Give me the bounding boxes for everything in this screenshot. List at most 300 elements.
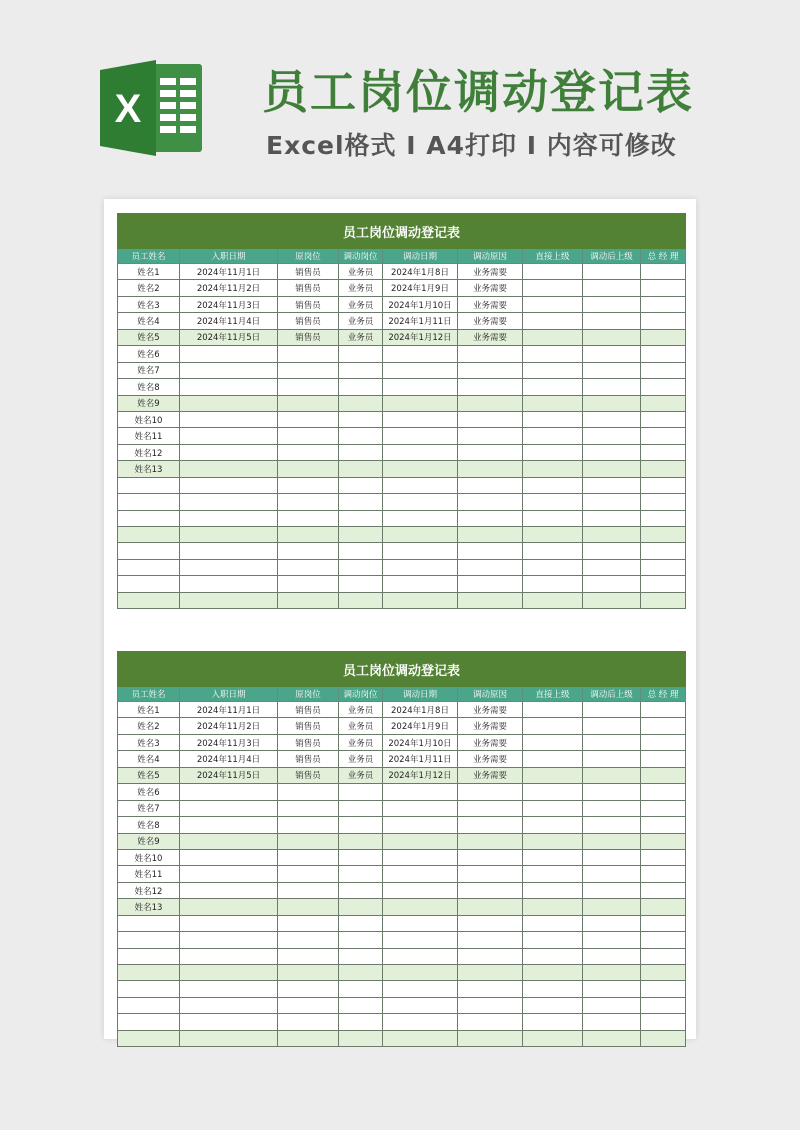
table-cell[interactable] — [583, 379, 641, 395]
table-cell[interactable]: 业务员 — [339, 280, 383, 296]
table-cell[interactable]: 销售员 — [278, 313, 339, 329]
table-cell[interactable] — [523, 264, 583, 280]
table-cell[interactable] — [339, 379, 383, 395]
table-cell[interactable] — [383, 800, 458, 816]
table-cell[interactable] — [583, 280, 641, 296]
table-cell[interactable] — [523, 362, 583, 378]
table-cell[interactable] — [458, 948, 523, 964]
table-cell[interactable] — [180, 510, 278, 526]
table-cell[interactable]: 销售员 — [278, 702, 339, 718]
table-cell[interactable] — [583, 932, 641, 948]
table-cell[interactable] — [180, 817, 278, 833]
table-cell[interactable] — [523, 444, 583, 460]
table-cell[interactable] — [523, 280, 583, 296]
table-cell[interactable]: 姓名13 — [118, 899, 180, 915]
table-cell[interactable] — [278, 817, 339, 833]
table-cell[interactable]: 2024年11月2日 — [180, 718, 278, 734]
table-cell[interactable] — [339, 882, 383, 898]
table-cell[interactable] — [339, 817, 383, 833]
table-cell[interactable] — [523, 882, 583, 898]
table-cell[interactable] — [118, 543, 180, 559]
table-cell[interactable] — [278, 527, 339, 543]
table-cell[interactable] — [641, 329, 686, 345]
table-cell[interactable]: 销售员 — [278, 329, 339, 345]
table-cell[interactable] — [278, 346, 339, 362]
table-cell[interactable] — [523, 1030, 583, 1046]
table-cell[interactable] — [383, 932, 458, 948]
table-cell[interactable] — [583, 915, 641, 931]
table-cell[interactable] — [383, 461, 458, 477]
table-cell[interactable] — [180, 461, 278, 477]
table-cell[interactable] — [641, 932, 686, 948]
table-cell[interactable] — [278, 882, 339, 898]
table-cell[interactable] — [278, 784, 339, 800]
table-cell[interactable] — [458, 817, 523, 833]
table-cell[interactable] — [180, 428, 278, 444]
table-cell[interactable] — [339, 899, 383, 915]
table-cell[interactable] — [523, 849, 583, 865]
table-cell[interactable] — [180, 559, 278, 575]
table-cell[interactable] — [583, 477, 641, 493]
table-cell[interactable] — [180, 866, 278, 882]
table-cell[interactable] — [641, 849, 686, 865]
table-cell[interactable] — [383, 833, 458, 849]
table-cell[interactable] — [383, 981, 458, 997]
table-cell[interactable] — [458, 965, 523, 981]
table-cell[interactable] — [523, 379, 583, 395]
table-cell[interactable]: 2024年1月10日 — [383, 734, 458, 750]
table-cell[interactable] — [583, 833, 641, 849]
table-cell[interactable] — [278, 915, 339, 931]
table-cell[interactable]: 2024年1月12日 — [383, 767, 458, 783]
table-cell[interactable] — [180, 1030, 278, 1046]
table-cell[interactable] — [641, 379, 686, 395]
table-cell[interactable] — [180, 494, 278, 510]
table-cell[interactable] — [180, 592, 278, 608]
table-cell[interactable] — [523, 395, 583, 411]
table-cell[interactable] — [523, 428, 583, 444]
table-cell[interactable]: 销售员 — [278, 767, 339, 783]
table-cell[interactable] — [583, 1014, 641, 1030]
table-cell[interactable] — [339, 543, 383, 559]
table-cell[interactable]: 业务需要 — [458, 718, 523, 734]
table-cell[interactable] — [339, 915, 383, 931]
table-cell[interactable] — [523, 494, 583, 510]
table-cell[interactable] — [583, 592, 641, 608]
table-cell[interactable] — [180, 948, 278, 964]
table-cell[interactable] — [583, 981, 641, 997]
table-cell[interactable] — [641, 751, 686, 767]
table-cell[interactable] — [583, 718, 641, 734]
table-cell[interactable] — [118, 494, 180, 510]
table-cell[interactable]: 业务需要 — [458, 296, 523, 312]
table-cell[interactable] — [641, 428, 686, 444]
table-cell[interactable] — [383, 882, 458, 898]
table-cell[interactable] — [383, 527, 458, 543]
table-cell[interactable]: 姓名10 — [118, 411, 180, 427]
table-cell[interactable] — [583, 510, 641, 526]
table-cell[interactable] — [523, 784, 583, 800]
table-cell[interactable]: 业务员 — [339, 313, 383, 329]
table-cell[interactable]: 姓名5 — [118, 767, 180, 783]
table-cell[interactable] — [339, 346, 383, 362]
table-cell[interactable] — [458, 866, 523, 882]
table-cell[interactable] — [583, 346, 641, 362]
table-cell[interactable] — [458, 411, 523, 427]
table-cell[interactable] — [523, 510, 583, 526]
table-cell[interactable] — [583, 296, 641, 312]
table-cell[interactable] — [180, 981, 278, 997]
table-cell[interactable] — [180, 444, 278, 460]
table-cell[interactable] — [641, 296, 686, 312]
table-cell[interactable] — [118, 997, 180, 1013]
table-cell[interactable]: 业务员 — [339, 264, 383, 280]
table-cell[interactable] — [118, 948, 180, 964]
table-cell[interactable] — [278, 1030, 339, 1046]
table-cell[interactable]: 2024年1月9日 — [383, 280, 458, 296]
table-cell[interactable] — [339, 461, 383, 477]
table-cell[interactable] — [383, 362, 458, 378]
table-cell[interactable]: 2024年1月12日 — [383, 329, 458, 345]
table-cell[interactable] — [458, 477, 523, 493]
table-cell[interactable]: 姓名11 — [118, 428, 180, 444]
table-cell[interactable]: 姓名8 — [118, 379, 180, 395]
table-cell[interactable] — [583, 395, 641, 411]
table-cell[interactable]: 2024年1月9日 — [383, 718, 458, 734]
table-cell[interactable]: 销售员 — [278, 734, 339, 750]
table-cell[interactable]: 姓名12 — [118, 882, 180, 898]
table-cell[interactable] — [278, 981, 339, 997]
table-cell[interactable] — [339, 576, 383, 592]
table-cell[interactable] — [523, 734, 583, 750]
table-cell[interactable] — [641, 767, 686, 783]
table-cell[interactable] — [339, 784, 383, 800]
table-cell[interactable] — [278, 576, 339, 592]
table-cell[interactable] — [383, 494, 458, 510]
table-cell[interactable] — [458, 444, 523, 460]
table-cell[interactable] — [458, 379, 523, 395]
table-cell[interactable] — [523, 948, 583, 964]
table-cell[interactable]: 业务员 — [339, 751, 383, 767]
table-cell[interactable] — [339, 833, 383, 849]
table-cell[interactable]: 2024年1月10日 — [383, 296, 458, 312]
table-cell[interactable] — [523, 527, 583, 543]
table-cell[interactable] — [383, 1030, 458, 1046]
table-cell[interactable] — [383, 379, 458, 395]
table-cell[interactable] — [180, 576, 278, 592]
table-cell[interactable]: 姓名12 — [118, 444, 180, 460]
table-cell[interactable] — [180, 932, 278, 948]
table-cell[interactable] — [583, 702, 641, 718]
table-cell[interactable] — [583, 428, 641, 444]
table-cell[interactable] — [180, 362, 278, 378]
table-cell[interactable] — [180, 833, 278, 849]
table-cell[interactable] — [458, 527, 523, 543]
table-cell[interactable] — [641, 576, 686, 592]
table-cell[interactable] — [583, 997, 641, 1013]
table-cell[interactable] — [641, 313, 686, 329]
table-cell[interactable] — [180, 849, 278, 865]
table-cell[interactable] — [118, 1030, 180, 1046]
table-cell[interactable] — [118, 576, 180, 592]
table-cell[interactable] — [641, 510, 686, 526]
table-cell[interactable] — [458, 1014, 523, 1030]
table-cell[interactable] — [583, 849, 641, 865]
table-cell[interactable] — [523, 559, 583, 575]
table-cell[interactable] — [641, 734, 686, 750]
table-cell[interactable] — [180, 784, 278, 800]
table-cell[interactable] — [339, 866, 383, 882]
table-cell[interactable] — [641, 362, 686, 378]
table-cell[interactable] — [583, 576, 641, 592]
table-cell[interactable] — [339, 1030, 383, 1046]
table-cell[interactable]: 销售员 — [278, 264, 339, 280]
table-cell[interactable] — [458, 899, 523, 915]
table-cell[interactable] — [278, 800, 339, 816]
table-cell[interactable] — [339, 800, 383, 816]
table-cell[interactable] — [641, 981, 686, 997]
table-cell[interactable] — [383, 866, 458, 882]
table-cell[interactable] — [641, 395, 686, 411]
table-cell[interactable] — [278, 948, 339, 964]
table-cell[interactable]: 2024年11月2日 — [180, 280, 278, 296]
table-cell[interactable]: 姓名6 — [118, 346, 180, 362]
table-cell[interactable] — [523, 915, 583, 931]
table-cell[interactable] — [383, 543, 458, 559]
table-cell[interactable] — [641, 784, 686, 800]
table-cell[interactable] — [523, 411, 583, 427]
table-cell[interactable] — [523, 461, 583, 477]
table-cell[interactable]: 业务需要 — [458, 767, 523, 783]
table-cell[interactable] — [641, 559, 686, 575]
table-cell[interactable] — [383, 915, 458, 931]
table-cell[interactable] — [523, 767, 583, 783]
table-cell[interactable] — [278, 461, 339, 477]
table-cell[interactable] — [180, 395, 278, 411]
table-cell[interactable] — [383, 510, 458, 526]
table-cell[interactable]: 姓名6 — [118, 784, 180, 800]
table-cell[interactable]: 销售员 — [278, 718, 339, 734]
table-cell[interactable] — [180, 543, 278, 559]
table-cell[interactable] — [458, 800, 523, 816]
table-cell[interactable] — [458, 428, 523, 444]
table-cell[interactable] — [523, 592, 583, 608]
table-cell[interactable] — [583, 559, 641, 575]
table-cell[interactable] — [523, 981, 583, 997]
table-cell[interactable] — [383, 817, 458, 833]
table-cell[interactable]: 业务员 — [339, 718, 383, 734]
table-cell[interactable]: 2024年1月8日 — [383, 702, 458, 718]
table-cell[interactable] — [523, 329, 583, 345]
table-cell[interactable] — [278, 477, 339, 493]
table-cell[interactable] — [383, 965, 458, 981]
table-cell[interactable]: 姓名4 — [118, 751, 180, 767]
table-cell[interactable] — [583, 1030, 641, 1046]
table-cell[interactable]: 业务需要 — [458, 751, 523, 767]
table-cell[interactable]: 业务需要 — [458, 702, 523, 718]
table-cell[interactable] — [583, 817, 641, 833]
table-cell[interactable]: 姓名3 — [118, 734, 180, 750]
table-cell[interactable] — [458, 932, 523, 948]
table-cell[interactable] — [523, 800, 583, 816]
table-cell[interactable] — [118, 559, 180, 575]
table-cell[interactable]: 2024年11月1日 — [180, 264, 278, 280]
table-cell[interactable] — [383, 411, 458, 427]
table-cell[interactable] — [383, 576, 458, 592]
table-cell[interactable] — [641, 494, 686, 510]
table-cell[interactable] — [383, 477, 458, 493]
table-cell[interactable] — [583, 784, 641, 800]
table-cell[interactable] — [458, 461, 523, 477]
table-cell[interactable] — [339, 527, 383, 543]
table-cell[interactable] — [523, 718, 583, 734]
table-cell[interactable] — [339, 494, 383, 510]
table-cell[interactable] — [118, 592, 180, 608]
table-cell[interactable] — [278, 362, 339, 378]
table-cell[interactable] — [641, 948, 686, 964]
table-cell[interactable] — [458, 559, 523, 575]
table-cell[interactable] — [641, 461, 686, 477]
table-cell[interactable] — [458, 592, 523, 608]
table-cell[interactable] — [641, 264, 686, 280]
table-cell[interactable] — [458, 981, 523, 997]
table-cell[interactable] — [641, 280, 686, 296]
table-cell[interactable] — [583, 751, 641, 767]
table-cell[interactable] — [180, 882, 278, 898]
table-cell[interactable]: 销售员 — [278, 280, 339, 296]
table-cell[interactable] — [278, 411, 339, 427]
table-cell[interactable] — [383, 997, 458, 1013]
table-cell[interactable]: 2024年11月3日 — [180, 296, 278, 312]
table-cell[interactable] — [523, 997, 583, 1013]
table-cell[interactable] — [278, 997, 339, 1013]
table-cell[interactable] — [523, 477, 583, 493]
table-cell[interactable] — [458, 346, 523, 362]
table-cell[interactable]: 姓名1 — [118, 264, 180, 280]
table-cell[interactable]: 姓名8 — [118, 817, 180, 833]
table-cell[interactable] — [278, 932, 339, 948]
table-cell[interactable] — [458, 543, 523, 559]
table-cell[interactable] — [641, 702, 686, 718]
table-cell[interactable] — [641, 1030, 686, 1046]
table-cell[interactable] — [641, 882, 686, 898]
table-cell[interactable] — [523, 702, 583, 718]
table-cell[interactable] — [118, 1014, 180, 1030]
table-cell[interactable] — [278, 395, 339, 411]
table-cell[interactable] — [180, 965, 278, 981]
table-cell[interactable] — [339, 981, 383, 997]
table-cell[interactable] — [641, 997, 686, 1013]
table-cell[interactable]: 姓名7 — [118, 362, 180, 378]
table-cell[interactable] — [180, 379, 278, 395]
table-cell[interactable] — [180, 411, 278, 427]
table-cell[interactable] — [383, 784, 458, 800]
table-cell[interactable]: 业务员 — [339, 767, 383, 783]
table-cell[interactable]: 2024年11月4日 — [180, 313, 278, 329]
table-cell[interactable] — [118, 965, 180, 981]
table-cell[interactable] — [641, 411, 686, 427]
table-cell[interactable] — [339, 411, 383, 427]
table-cell[interactable] — [523, 751, 583, 767]
table-cell[interactable] — [523, 965, 583, 981]
table-cell[interactable] — [339, 948, 383, 964]
table-cell[interactable]: 2024年11月5日 — [180, 767, 278, 783]
table-cell[interactable] — [278, 428, 339, 444]
table-cell[interactable]: 业务需要 — [458, 734, 523, 750]
table-cell[interactable]: 销售员 — [278, 751, 339, 767]
table-cell[interactable] — [583, 882, 641, 898]
table-cell[interactable] — [523, 296, 583, 312]
table-cell[interactable] — [278, 965, 339, 981]
table-cell[interactable] — [278, 899, 339, 915]
table-cell[interactable] — [641, 899, 686, 915]
table-cell[interactable] — [278, 379, 339, 395]
table-cell[interactable] — [641, 346, 686, 362]
table-cell[interactable]: 姓名1 — [118, 702, 180, 718]
table-cell[interactable] — [641, 718, 686, 734]
table-cell[interactable] — [180, 997, 278, 1013]
table-cell[interactable] — [278, 866, 339, 882]
table-cell[interactable] — [583, 527, 641, 543]
table-cell[interactable]: 2024年11月3日 — [180, 734, 278, 750]
table-cell[interactable] — [583, 734, 641, 750]
table-cell[interactable] — [339, 849, 383, 865]
table-cell[interactable]: 2024年1月11日 — [383, 751, 458, 767]
table-cell[interactable] — [641, 477, 686, 493]
table-cell[interactable] — [583, 313, 641, 329]
table-cell[interactable] — [583, 494, 641, 510]
table-cell[interactable] — [383, 346, 458, 362]
table-cell[interactable]: 2024年11月5日 — [180, 329, 278, 345]
table-cell[interactable] — [583, 948, 641, 964]
table-cell[interactable] — [383, 1014, 458, 1030]
table-cell[interactable] — [641, 444, 686, 460]
table-cell[interactable] — [278, 833, 339, 849]
table-cell[interactable] — [180, 915, 278, 931]
table-cell[interactable] — [339, 362, 383, 378]
table-cell[interactable] — [278, 592, 339, 608]
table-cell[interactable] — [339, 428, 383, 444]
table-cell[interactable] — [641, 527, 686, 543]
table-cell[interactable] — [383, 444, 458, 460]
table-cell[interactable] — [641, 915, 686, 931]
table-cell[interactable] — [118, 477, 180, 493]
table-cell[interactable] — [583, 866, 641, 882]
table-cell[interactable]: 2024年1月8日 — [383, 264, 458, 280]
table-cell[interactable] — [383, 559, 458, 575]
table-cell[interactable] — [278, 494, 339, 510]
table-cell[interactable]: 业务员 — [339, 296, 383, 312]
table-cell[interactable] — [118, 981, 180, 997]
table-cell[interactable] — [458, 395, 523, 411]
table-cell[interactable] — [458, 882, 523, 898]
table-cell[interactable] — [383, 899, 458, 915]
table-cell[interactable] — [278, 543, 339, 559]
table-cell[interactable] — [523, 932, 583, 948]
table-cell[interactable] — [458, 849, 523, 865]
table-cell[interactable]: 姓名2 — [118, 280, 180, 296]
table-cell[interactable] — [339, 477, 383, 493]
table-cell[interactable] — [641, 965, 686, 981]
table-cell[interactable] — [278, 1014, 339, 1030]
table-cell[interactable]: 销售员 — [278, 296, 339, 312]
table-cell[interactable] — [641, 592, 686, 608]
table-cell[interactable]: 姓名5 — [118, 329, 180, 345]
table-cell[interactable] — [339, 510, 383, 526]
table-cell[interactable] — [339, 592, 383, 608]
table-cell[interactable] — [339, 965, 383, 981]
table-cell[interactable]: 2024年11月1日 — [180, 702, 278, 718]
